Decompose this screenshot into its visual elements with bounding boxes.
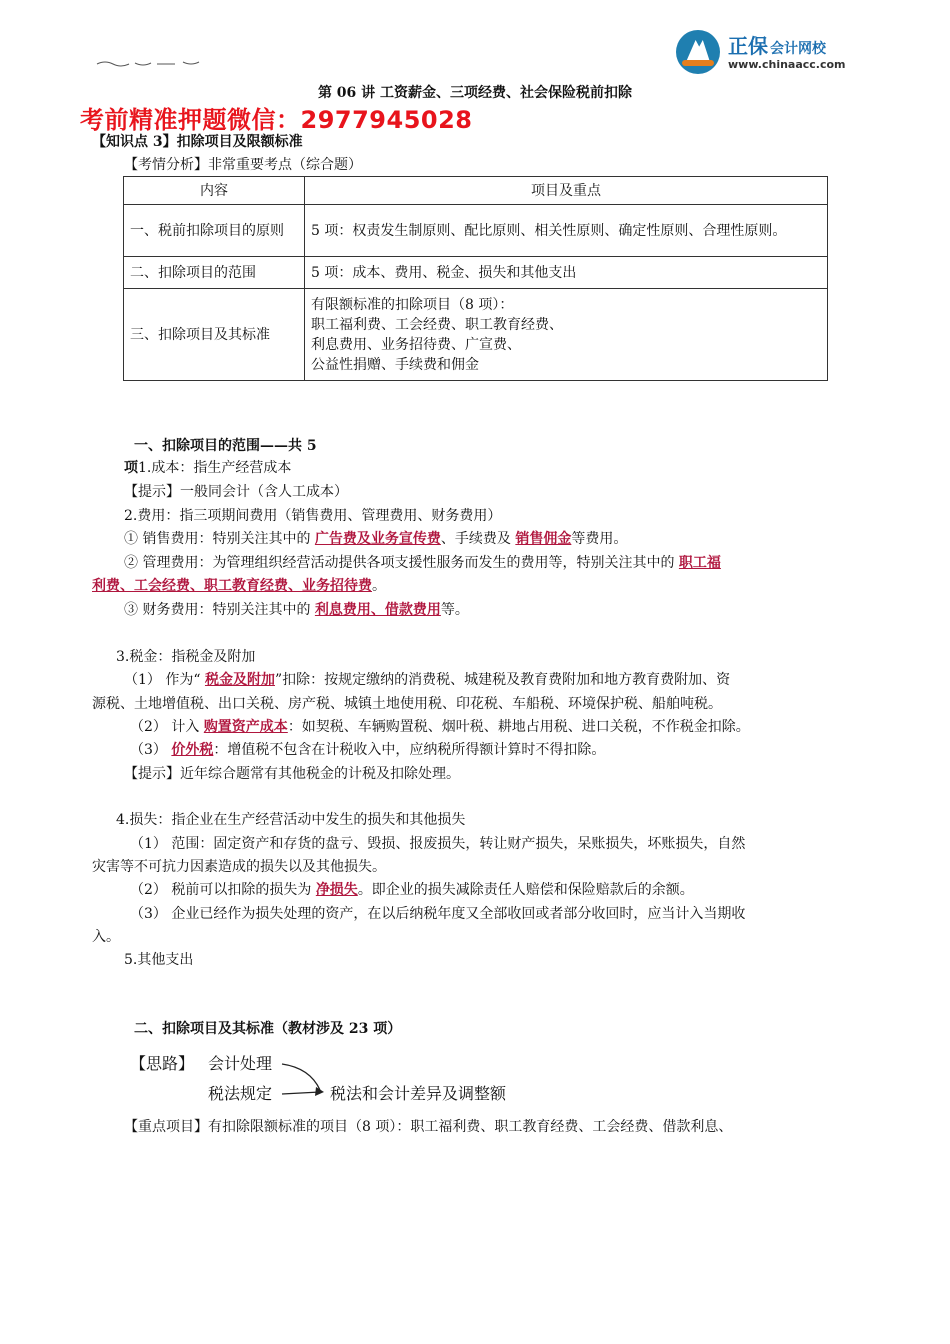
mgmt-expense-line-cont: 利费、工会经费、职工教育经费、业务招待费。 <box>92 578 386 594</box>
section1-heading: 一、扣除项目的范围——共 5 <box>134 438 317 454</box>
loss-item-1-cont: 灾害等不可抗力因素造成的损失以及其他损失。 <box>92 859 386 875</box>
loss-item-2: （2） 税前可以扣除的损失为 净损失。即企业的损失减除责任人赔偿和保险赔款后的余额。 <box>130 882 694 898</box>
highlight-term: 购置资产成本 <box>203 719 288 735</box>
header-scribble <box>95 58 205 68</box>
idea-tax-law: 税法规定 <box>208 1084 273 1103</box>
chinaacc-logo <box>676 26 876 78</box>
key-items-line: 【重点项目】有扣除限额标准的项目（8 项）：职工福利费、职工教育经费、工会经费、借款利息、 <box>124 1119 733 1135</box>
heading-continuation: 项 <box>124 460 138 476</box>
highlight-term: 税金及附加 <box>204 672 275 688</box>
tax-tip: 【提示】近年综合题常有其他税金的计税及扣除处理。 <box>124 766 460 782</box>
promo-banner: 考前精准押题微信：2977945028 <box>80 106 473 134</box>
detail-line: 利息费用、业务招待费、广宣费、 <box>311 336 521 353</box>
idea-accounting: 会计处理 <box>208 1054 273 1073</box>
mgmt-expense-line: ② 管理费用：为管理组织经营活动提供各项支援性服务而发生的费用等，特别关注其中的 职工福 <box>124 555 721 571</box>
logo-brand-name: 正保 会计网校 <box>728 34 826 58</box>
idea-result: 税法和会计差异及调整额 <box>330 1084 507 1103</box>
section2-heading: 二、扣除项目及其标准（教材涉及 23 项） <box>134 1021 402 1037</box>
tax-item-1-cont: 源税、土地增值税、出口关税、房产税、城镇土地使用税、印花税、车船税、环境保护税、船舶吨税。 <box>92 696 722 712</box>
table-cell-detail <box>305 289 828 381</box>
detail-line: 职工福利费、工会经费、职工教育经费、 <box>311 316 563 333</box>
logo-emblem-icon <box>676 30 720 74</box>
highlight-term: 销售佣金 <box>515 531 572 547</box>
tax-item-1: （1） 作为“ 税金及附加”扣除：按规定缴纳的消费税、城建税及教育费附加和地方教育费附加、资 <box>124 672 731 688</box>
highlight-term: 利息费用、借款费用 <box>314 602 441 618</box>
logo-url: www.chinaacc.com <box>728 58 846 71</box>
highlight-term: 广告费及业务宣传费 <box>314 531 441 547</box>
table-row <box>124 289 828 381</box>
table-row <box>124 257 828 289</box>
table-header-cell: 内容 <box>124 177 305 205</box>
detail-line: 公益性捐赠、手续费和佣金 <box>311 356 479 373</box>
table-cell-detail: 5 项：权责发生制原则、配比原则、相关性原则、确定性原则、合理性原则。 <box>305 205 828 257</box>
table-header-cell: 项目及重点 <box>305 177 828 205</box>
table-row <box>124 205 828 257</box>
table-header-row <box>124 177 828 205</box>
summary-table <box>123 176 828 381</box>
tax-item-3: （3） 价外税：增值税不包含在计税收入中，应纳税所得额计算时不得扣除。 <box>130 742 606 758</box>
highlight-term: 职工福 <box>678 555 721 571</box>
knowledge-point-heading: 【知识点 3】扣除项目及限额标准 <box>92 134 303 150</box>
highlight-term: 利费、工会经费、职工教育经费、业务招待费 <box>92 578 372 594</box>
detail-line: 有限额标准的扣除项目（8 项）： <box>311 296 514 313</box>
cost-tip: 【提示】一般同会计（含人工成本） <box>124 484 348 500</box>
expense-line: 2.费用：指三项期间费用（销售费用、管理费用、财务费用） <box>124 508 502 524</box>
table-cell-detail: 5 项：成本、费用、税金、损失和其他支出 <box>305 257 828 289</box>
loss-item-3-cont: 入。 <box>92 929 120 945</box>
highlight-term: 价外税 <box>171 742 214 758</box>
finance-expense-line: ③ 财务费用：特别关注其中的 利息费用、借款费用等。 <box>124 602 469 618</box>
loss-line: 4.损失：指企业在生产经营活动中发生的损失和其他损失 <box>116 812 466 828</box>
table-cell-content: 一、税前扣除项目的原则 <box>124 205 305 257</box>
other-expense-line: 5.其他支出 <box>124 952 194 968</box>
merge-arrow-icon <box>280 1060 330 1100</box>
lecture-title: 第 06 讲 工资薪金、三项经费、社会保险税前扣除 <box>317 85 633 101</box>
tax-item-2: （2） 计入 购置资产成本：如契税、车辆购置税、烟叶税、耕地占用税、进口关税，不作税金扣除。 <box>130 719 750 735</box>
table-cell-content: 三、扣除项目及其标准 <box>124 289 305 381</box>
idea-label: 【思路】 <box>130 1054 195 1073</box>
loss-item-1: （1） 范围：固定资产和存货的盘亏、毁损、报废损失，转让财产损失，呆账损失，坏账损失，自然 <box>130 836 746 852</box>
tax-line: 3.税金：指税金及附加 <box>116 649 256 665</box>
loss-item-3: （3） 企业已经作为损失处理的资产，在以后纳税年度又全部收回或者部分收回时，应当计入当期收 <box>130 906 746 922</box>
table-cell-content: 二、扣除项目的范围 <box>124 257 305 289</box>
exam-analysis: 【考情分析】非常重要考点（综合题） <box>124 157 362 173</box>
highlight-term: 净损失 <box>315 882 358 898</box>
sales-expense-line: ① 销售费用：特别关注其中的 广告费及业务宣传费、手续费及 销售佣金等费用。 <box>124 531 628 547</box>
cost-line: 项1.成本：指生产经营成本 <box>124 460 292 476</box>
